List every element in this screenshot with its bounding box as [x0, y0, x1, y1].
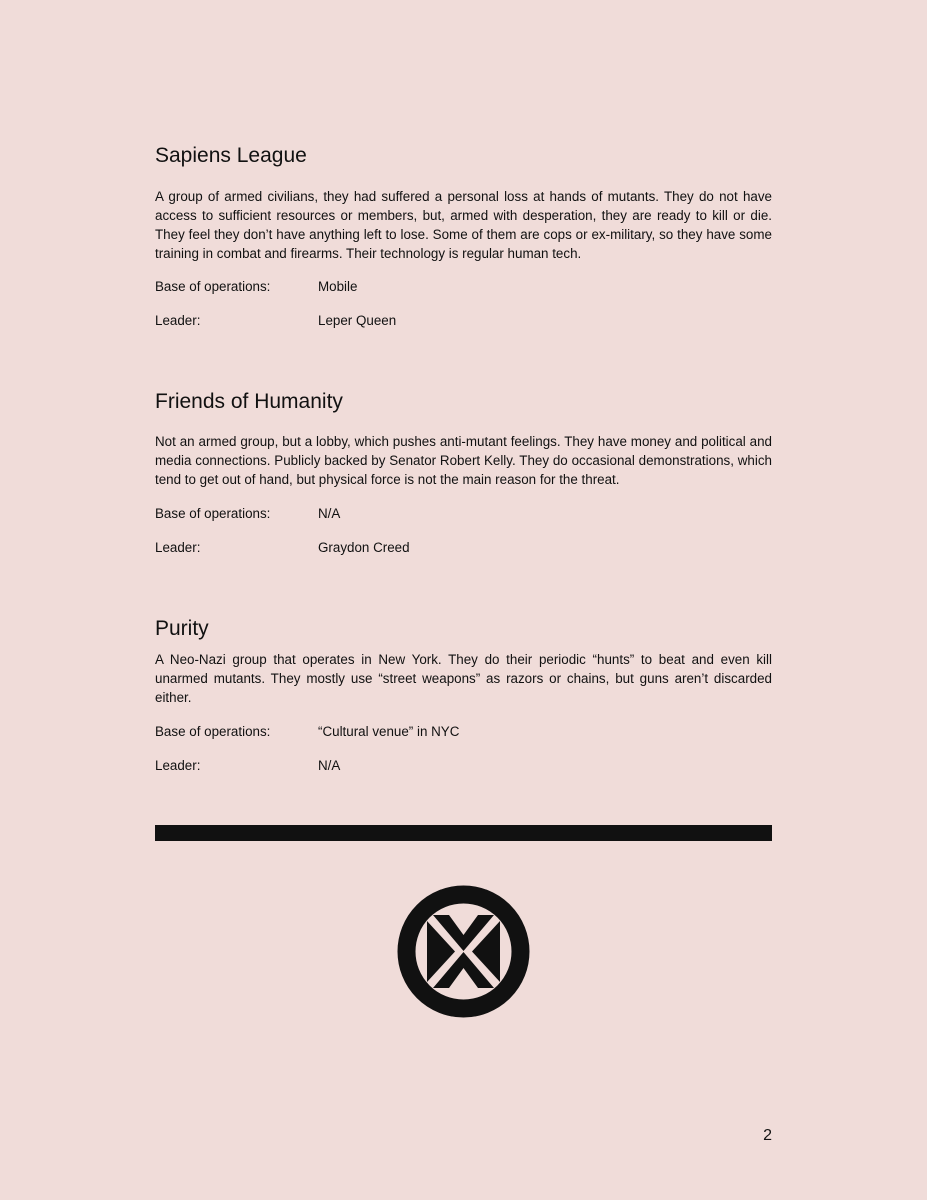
section-description: Not an armed group, but a lobby, which pushes anti-mutant feelings. They have money and political and media connections. Publicly backed by Senator Robert Kelly. They do occasional demonstrations, which tend to get out of hand, but physical force is not the main reason for the threat. [155, 434, 772, 487]
section-purity [155, 616, 772, 642]
field-label: Leader: [155, 540, 201, 555]
page-number: 2 [763, 1127, 772, 1144]
field-label: Leader: [155, 313, 201, 328]
section-friends-of-humanity [155, 389, 772, 415]
field-value: Leper Queen [318, 313, 397, 328]
x-men-logo-icon [397, 885, 530, 1018]
field-value: N/A [318, 758, 341, 773]
field-label: Base of operations: [155, 506, 271, 521]
field-label: Base of operations: [155, 724, 271, 739]
field-label: Leader: [155, 758, 201, 773]
section-description: A group of armed civilians, they had suffered a personal loss at hands of mutants. They do not have access to sufficient resources or members, but, armed with desperation, they are ready to kill or die. They feel they don’t have anything left to lose. Some of them are cops or ex-military, so they have some training in combat and firearms. Their technology is regular human tech. [155, 189, 772, 261]
section-sapiens-league [155, 143, 772, 169]
field-value: Mobile [318, 279, 358, 294]
section-description: A Neo-Nazi group that operates in New York. They do their periodic “hunts” to beat and even kill unarmed mutants. They mostly use “street weapons” as razors or chains, but guns aren’t discarded either. [155, 652, 772, 705]
field-value: “Cultural venue” in NYC [318, 724, 460, 739]
field-value: N/A [318, 506, 341, 521]
field-value: Graydon Creed [318, 540, 410, 555]
document-page [155, 0, 772, 1200]
field-label: Base of operations: [155, 279, 271, 294]
section-title: Friends of Humanity [155, 390, 343, 413]
section-title: Sapiens League [155, 144, 307, 167]
divider-bar [155, 825, 772, 841]
section-title: Purity [155, 617, 209, 640]
